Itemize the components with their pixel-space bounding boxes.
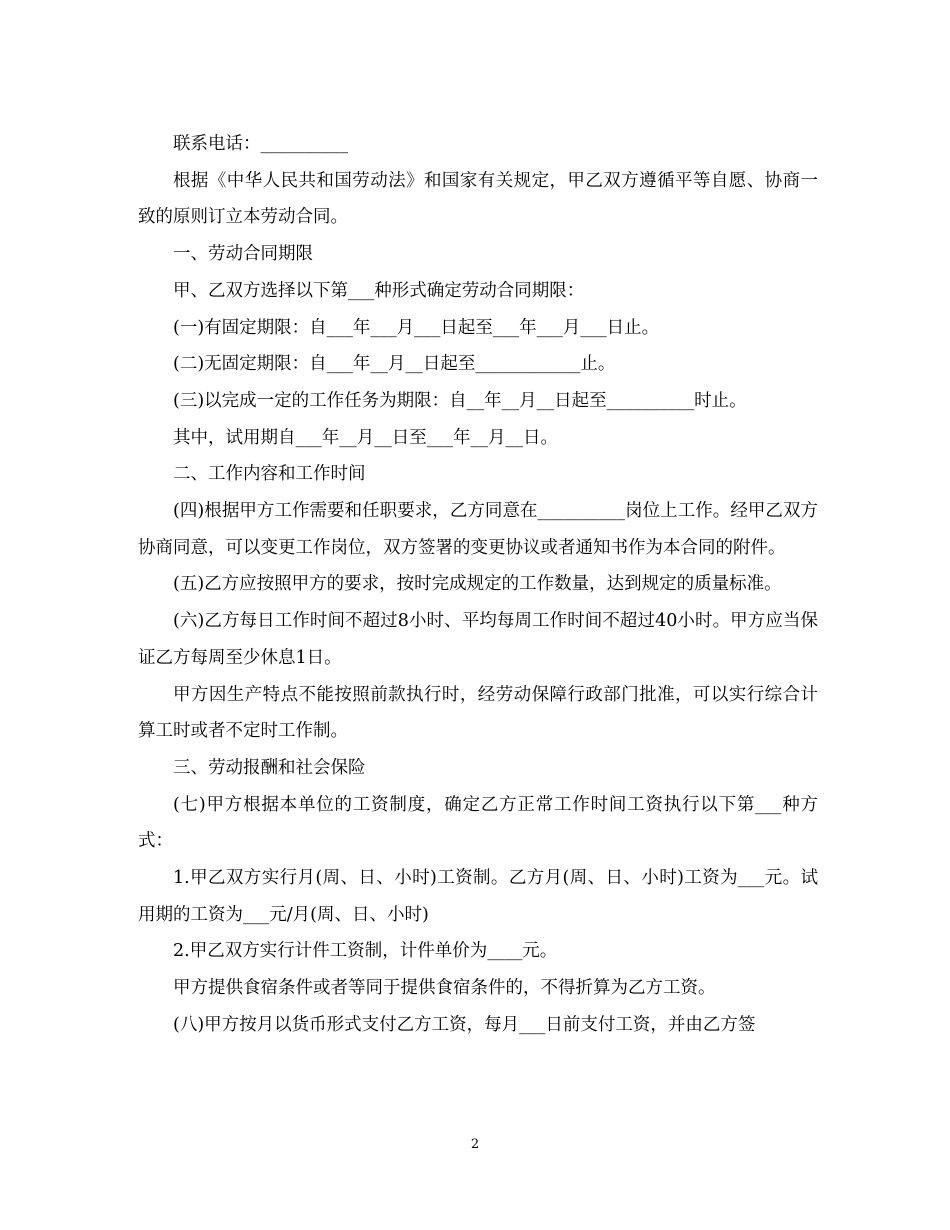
wage-option-piece-rate: 2.甲乙双方实行计件工资制，计件单价为____元。	[173, 941, 558, 962]
term-selection-paragraph: 甲、乙双方选择以下第___种形式确定劳动合同期限：	[173, 280, 585, 301]
clause-open-term: (二)无固定期限：自___年__月__日起至____________止。	[173, 354, 616, 375]
wage-option-time-based: 1.甲乙双方实行月(周、日、小时)工资制。乙方月(周、日、小时)工资为___元。试用期的工资为___元/月(周、日、小时)	[138, 868, 818, 925]
clause-fixed-term: (一)有固定期限：自___年___月___日起至___年___月___日止。	[173, 317, 660, 338]
section-heading-work-content: 二、工作内容和工作时间	[173, 464, 366, 485]
section-heading-remuneration: 三、劳动报酬和社会保险	[173, 757, 366, 778]
contact-phone-line: 联系电话：__________	[173, 134, 348, 154]
document-body	[138, 126, 818, 1044]
probation-period-paragraph: 其中，试用期自___年__月__日至___年__月__日。	[173, 427, 558, 448]
board-lodging-paragraph: 甲方提供食宿条件或者等同于提供食宿条件的，不得折算为乙方工资。	[173, 978, 716, 999]
clause-work-requirements: (五)乙方应按照甲方的要求，按时完成规定的工作数量，达到规定的质量标准。	[173, 574, 782, 595]
clause-working-hours: (六)乙方每日工作时间不超过8小时、平均每周工作时间不超过40小时。甲方应当保证乙方每周至少休息1日。	[138, 611, 818, 668]
clause-task-term: (三)以完成一定的工作任务为期限：自__年__月__日起至__________时止。	[173, 390, 747, 411]
clause-wage-method: (七)甲方根据本单位的工资制度，确定乙方正常工作时间工资执行以下第___种方式：	[138, 794, 818, 852]
clause-wage-payment: (八)甲方按月以货币形式支付乙方工资，每月___日前支付工资，并由乙方签	[173, 1014, 756, 1035]
clause-job-position: (四)根据甲方工作需要和任职要求，乙方同意在__________岗位上工作。经甲乙双方协商同意，可以变更工作岗位，双方签署的变更协议或者通知书作为本合同的附件。	[138, 501, 818, 558]
page-number: 2	[470, 1137, 480, 1152]
preamble-paragraph: 根据《中华人民共和国劳动法》和国家有关规定，甲乙双方遵循平等自愿、协商一致的原则订立本劳动合同。	[138, 170, 818, 228]
working-hours-exception-paragraph: 甲方因生产特点不能按照前款执行时，经劳动保障行政部门批准，可以实行综合计算工时或者不定时工作制。	[138, 684, 818, 742]
section-heading-contract-term: 一、劳动合同期限	[173, 244, 313, 265]
